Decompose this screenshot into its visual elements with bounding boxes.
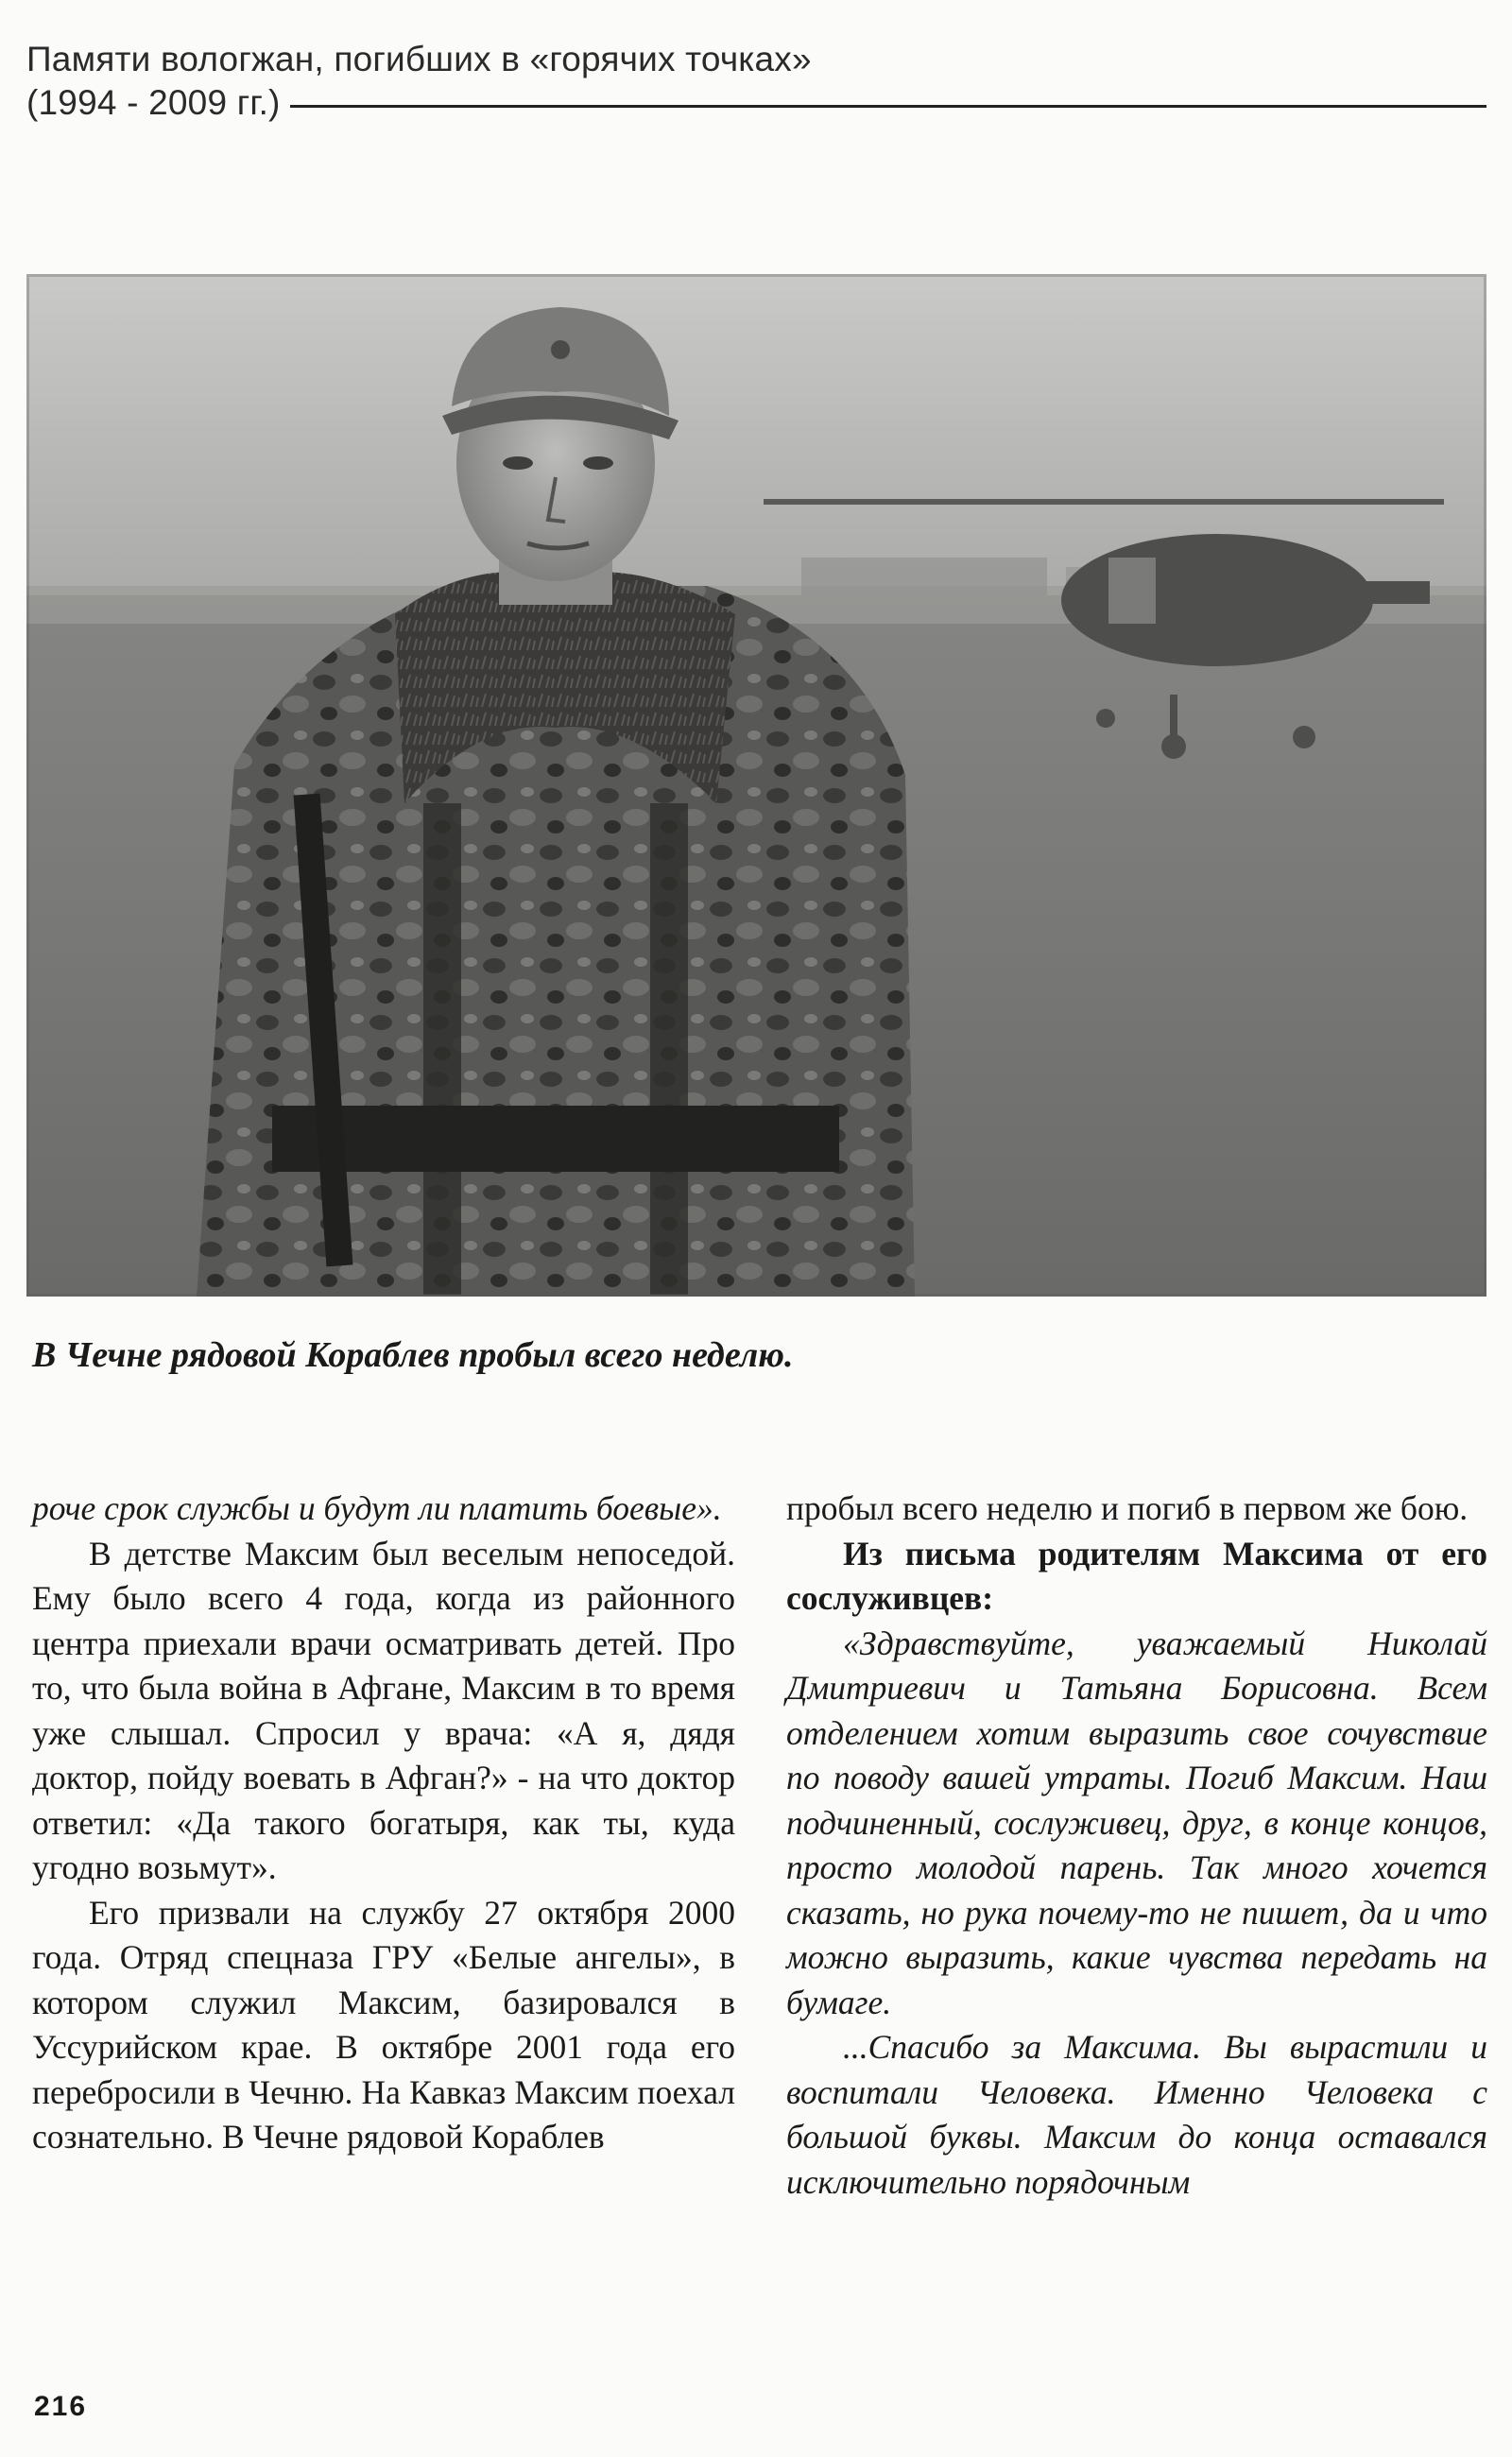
letter-paragraph-1: «Здравствуйте, уважаемый Николай Дмитриевич и Татьяна Борисовна. Всем отделением хотим выразить свое сочувствие по поводу вашей утраты. Погиб Максим. Наш подчиненный, сослуживец, друг, в конце концов, просто молодой парень. Так много хочется сказать, но рука почему-то не пишет, да и что можно выразить, какие чувства передать на бумаге.	[786, 1624, 1487, 2021]
left-paragraph-3: Его призвали на службу 27 октября 2000 года. Отряд спецназа ГРУ «Белые ангелы», в котором служил Максим, базировался в Уссурийском крае. В октябре 2001 года его перебросили в Чечню. На Кавказ Максим поехал сознательно. В Чечне рядовой Кораблев	[32, 1893, 735, 2156]
header-title: Памяти вологжан, погибших в «горячих точках»	[26, 40, 812, 78]
letter-heading: Из письма родителям Максима от его сослуживцев:	[786, 1534, 1487, 1617]
header-years-row	[26, 81, 1486, 125]
soldier-with-helicopter-photo-icon	[26, 274, 1486, 1297]
left-paragraph-2: В детстве Максим был веселым непоседой. Ему было всего 4 года, когда из районного центра приехали врачи осматривать детей. Про то, что была война в Афгане, Максим в то время уже слышал. Спросил у врача: «А я, дядя доктор, пойду воевать в Афган?» - на что доктор ответил: «Да такого богатыря, как ты, куда угодно возьмут».	[32, 1534, 735, 1886]
left-column	[32, 1486, 735, 2160]
right-paragraph-1: пробыл всего неделю и погиб в первом же бою.	[786, 1489, 1469, 1527]
page-number: 216	[34, 2391, 88, 2422]
letter-paragraph-2: ...Спасибо за Максима. Вы вырастили и воспитали Человека. Именно Человека с большой буквы. Максим до конца оставался исключительно порядочным	[786, 2028, 1487, 2201]
header-years: (1994 - 2009 гг.)	[26, 83, 281, 122]
right-column	[786, 1486, 1487, 2205]
header-rule	[290, 105, 1486, 108]
page-header	[26, 38, 1486, 125]
photo-caption: В Чечне рядовой Кораблев пробыл всего неделю.	[32, 1335, 794, 1375]
soldier-photo	[26, 274, 1486, 1297]
left-paragraph-1: роче срок службы и будут ли платить боевые».	[32, 1489, 722, 1527]
